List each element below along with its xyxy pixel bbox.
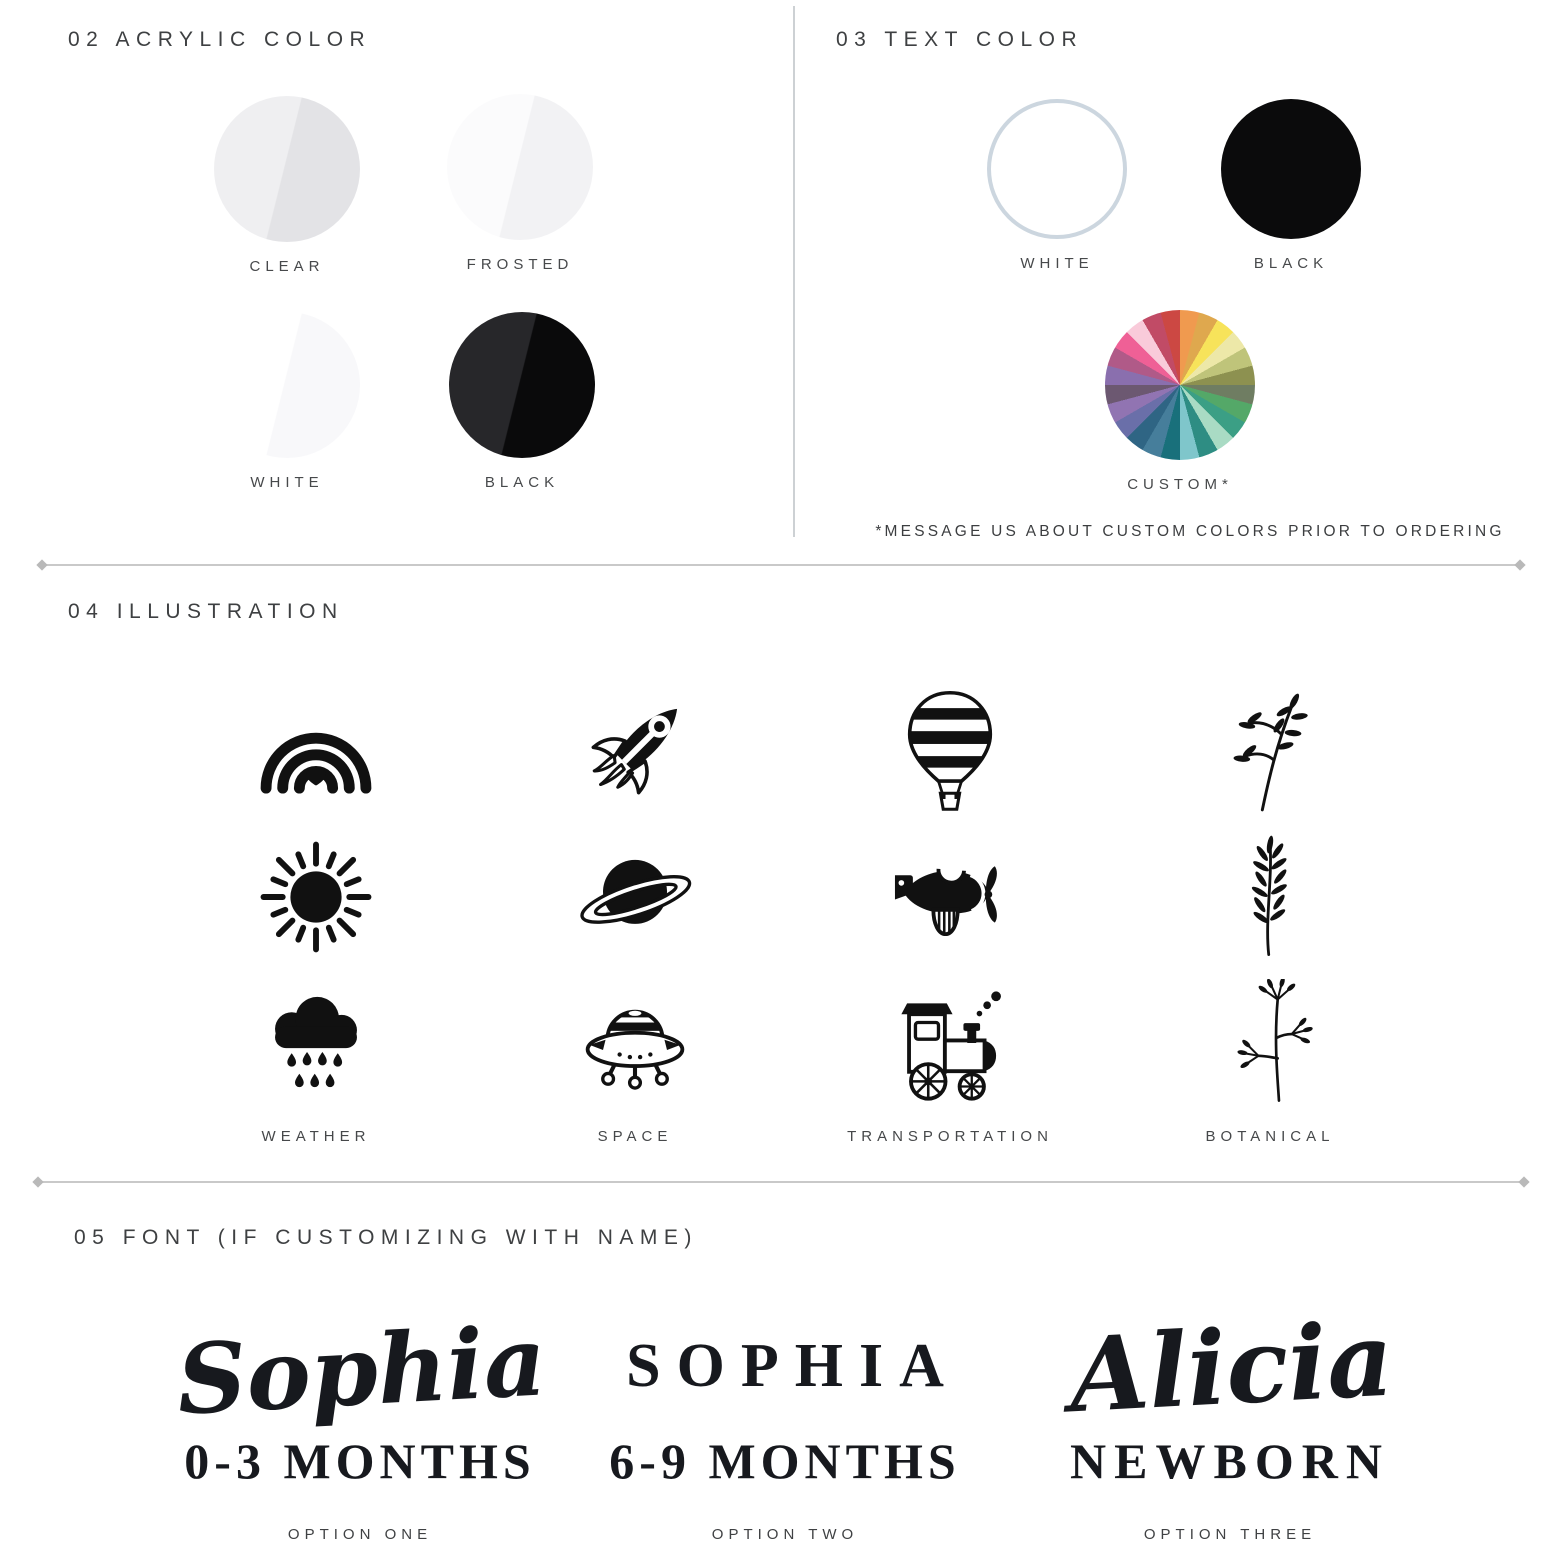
- illustration-title: 04 ILLUSTRATION: [68, 600, 344, 623]
- acrylic-swatch-frosted: [447, 94, 593, 273]
- swatch-label: BLACK: [1253, 255, 1329, 272]
- font-sample-name: Sophia: [174, 1304, 549, 1437]
- branch-icon: [1206, 687, 1334, 815]
- category-label: TRANSPORTATION: [847, 1128, 1053, 1145]
- illustration-category-botanical: [1130, 678, 1410, 1145]
- font-option-two: [555, 1262, 1015, 1543]
- font-sample-name: Alicia: [1066, 1299, 1397, 1437]
- illustration-category-space: [495, 678, 775, 1145]
- swatch-label: BLACK: [484, 474, 560, 491]
- custom-color-note: *MESSAGE US ABOUT CUSTOM COLORS PRIOR TO ORDERING: [875, 523, 1505, 540]
- text-color-title: 03 TEXT COLOR: [836, 28, 1084, 51]
- airplane-icon: [886, 833, 1014, 961]
- option-label: OPTION THREE: [1143, 1526, 1317, 1543]
- frosted-acrylic-swatch-circle: [447, 94, 593, 240]
- rainbow-icon: [252, 687, 380, 815]
- swatch-label: CLEAR: [249, 258, 325, 275]
- font-option-three: [1000, 1262, 1460, 1543]
- font-option-one: [130, 1262, 590, 1543]
- swatch-label: FROSTED: [466, 256, 574, 273]
- wildflower-icon: [1206, 979, 1334, 1107]
- section-divider: [38, 1181, 1524, 1183]
- acrylic-swatch-clear: [214, 96, 360, 275]
- black-text-swatch-circle: [1221, 99, 1361, 239]
- illustration-category-weather: [176, 678, 456, 1145]
- text-color-swatch-custom: [1105, 310, 1255, 493]
- section-divider: [42, 564, 1520, 566]
- text-color-swatch-white: [987, 99, 1127, 272]
- category-label: BOTANICAL: [1205, 1128, 1335, 1145]
- illustration-category-transportation: [810, 678, 1090, 1145]
- train-icon: [886, 979, 1014, 1107]
- font-title: 05 FONT (IF CUSTOMIZING WITH NAME): [74, 1226, 698, 1249]
- ufo-icon: [571, 979, 699, 1107]
- option-label: OPTION ONE: [287, 1526, 433, 1543]
- color-wheel-icon: [1105, 310, 1255, 460]
- hot-air-balloon-icon: [886, 687, 1014, 815]
- sun-icon: [252, 833, 380, 961]
- option-label: OPTION TWO: [711, 1526, 859, 1543]
- acrylic-swatch-black: [449, 312, 595, 491]
- white-acrylic-swatch-circle: [214, 312, 360, 458]
- category-label: WEATHER: [261, 1128, 371, 1145]
- rocket-icon: [571, 687, 699, 815]
- swatch-label: CUSTOM*: [1127, 476, 1233, 493]
- rain-cloud-icon: [252, 979, 380, 1107]
- swatch-label: WHITE: [1020, 255, 1094, 272]
- leafy-stem-icon: [1206, 833, 1334, 961]
- swatch-label: WHITE: [250, 474, 324, 491]
- white-text-swatch-circle: [987, 99, 1127, 239]
- clear-acrylic-swatch-circle: [214, 96, 360, 242]
- vertical-divider: [793, 6, 795, 537]
- category-label: SPACE: [597, 1128, 673, 1145]
- acrylic-swatch-white: [214, 312, 360, 491]
- acrylic-color-title: 02 ACRYLIC COLOR: [68, 28, 372, 51]
- font-sample-subtitle: 6-9 MONTHS: [609, 1433, 961, 1489]
- font-sample-subtitle: NEWBORN: [1070, 1433, 1390, 1489]
- font-sample-subtitle: 0-3 MONTHS: [184, 1433, 536, 1489]
- saturn-icon: [571, 833, 699, 961]
- text-color-swatch-black: [1221, 99, 1361, 272]
- black-acrylic-swatch-circle: [449, 312, 595, 458]
- font-sample-name: SOPHIA: [626, 1332, 960, 1400]
